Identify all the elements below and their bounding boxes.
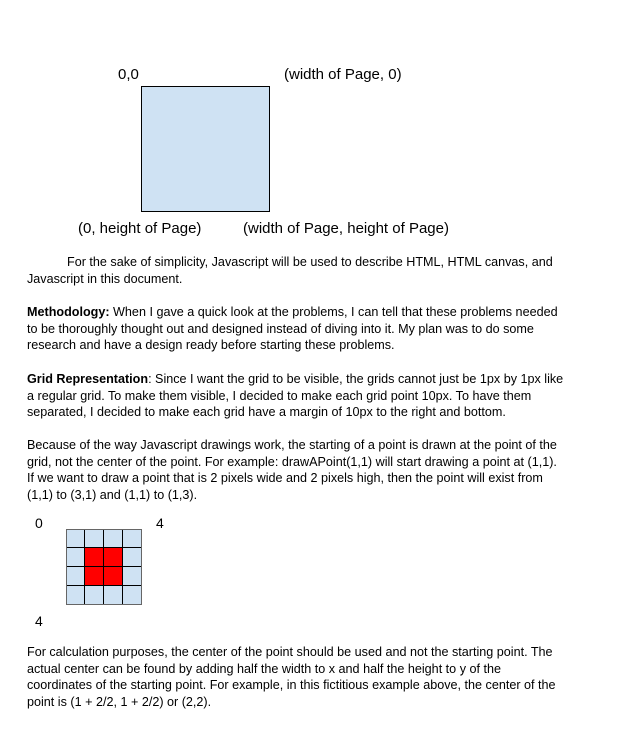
calculation-line: actual center can be found by adding half the width to x and half the height to y of the [27,661,501,676]
calculation-paragraph [27,644,597,711]
grid-representation-paragraph [27,371,597,421]
grid-cell [104,586,123,605]
grid-cell [104,529,123,548]
grid-cell [66,567,85,586]
drawing-paragraph [27,437,597,504]
intro-line: Javascript in this document. [27,271,183,286]
grid-cell-filled [104,567,123,586]
methodology-line: to be thoroughly thought out and designed instead of diving into it. My plan was to do some [27,321,534,336]
calculation-line: point is (1 + 2/2, 1 + 2/2) or (2,2). [27,695,212,710]
drawing-line: (1,1) to (3,1) and (1,1) to (1,3). [27,488,198,503]
methodology-line: When I gave a quick look at the problems, I can tell that these problems needed [109,305,558,319]
grid-representation-line: : Since I want the grid to be visible, the grids cannot just be 1px by 1px like [148,372,564,386]
grid-cell [66,548,85,567]
methodology-paragraph [27,304,597,354]
grid-representation-line: separated, I decided to make each grid have a margin of 10px to the right and bottom. [27,405,506,420]
grid-cell-filled [85,567,104,586]
grid-origin-label: 0 [35,515,43,531]
label-bottom-right: (width of Page, height of Page) [243,220,449,237]
methodology-heading: Methodology: [27,305,110,319]
grid-cell [66,529,85,548]
label-bottom-left: (0, height of Page) [78,220,202,237]
grid-cell [66,586,85,605]
drawing-line: If we want to draw a point that is 2 pixels wide and 2 pixels high, then the point will exist from [27,471,543,486]
label-top-right: (width of Page, 0) [284,66,402,83]
label-top-left: 0,0 [118,66,139,83]
grid-representation-line: a regular grid. To make them visible, I decided to make each grid point 10px. To have them [27,388,532,403]
intro-paragraph [27,254,597,287]
calculation-line: coordinates of the starting point. For example, in this fictitious example above, the center of the [27,678,556,693]
grid-y-max-label: 4 [35,613,43,629]
grid-cell [85,529,104,548]
grid-cell [123,586,142,605]
drawing-line: grid, not the center of the point. For example: drawAPoint(1,1) will start drawing a point at (1,1). [27,454,557,469]
pixel-grid [66,529,142,605]
calculation-line: For calculation purposes, the center of the point should be used and not the starting point. The [27,645,553,659]
methodology-line: research and have a design ready before starting these problems. [27,338,395,353]
grid-cell [85,586,104,605]
grid-cell [123,529,142,548]
grid-x-max-label: 4 [156,515,164,531]
grid-cell-filled [85,548,104,567]
grid-cell-filled [104,548,123,567]
grid-cell [123,567,142,586]
grid-representation-heading: Grid Representation [27,372,149,386]
intro-line: For the sake of simplicity, Javascript will be used to describe HTML, HTML canvas, and [67,255,553,269]
grid-cell [123,548,142,567]
drawing-line: Because of the way Javascript drawings work, the starting of a point is drawn at the point of the [27,438,557,452]
page-rectangle [141,86,270,212]
